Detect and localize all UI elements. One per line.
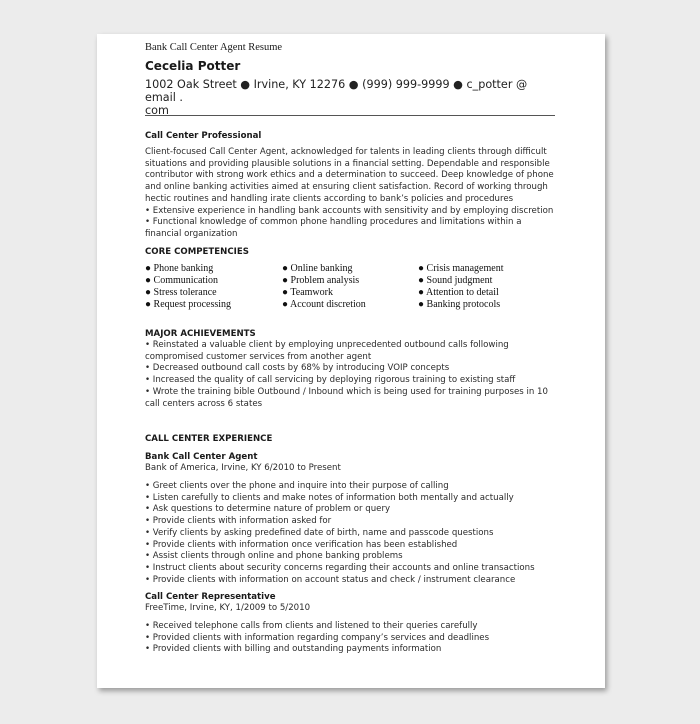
- summary-heading: Call Center Professional: [145, 131, 262, 141]
- job-duty: • Greet clients over the phone and inquire into their purpose of calling: [145, 481, 449, 491]
- experience-heading: CALL CENTER EXPERIENCE: [145, 434, 273, 444]
- job-duty: • Verify clients by asking predefined date of birth, name and passcode questions: [145, 527, 494, 538]
- competency-item: ● Communication: [145, 275, 218, 286]
- achievement-line: • Increased the quality of call servicing by deploying rigorous training to existing staff: [145, 375, 516, 386]
- job-duty: • Instruct clients about security concerns regarding their accounts and online transactions: [145, 562, 535, 573]
- competency-item: ● Online banking: [282, 263, 353, 274]
- job-title: Call Center Representative: [145, 592, 276, 602]
- job-duty: • Assist clients through online and phone banking problems: [145, 551, 403, 562]
- document-title: Bank Call Center Agent Resume: [145, 42, 283, 53]
- competency-item: ● Problem analysis: [282, 275, 360, 286]
- job-duty: • Provided clients with information regarding company’s services and deadlines: [145, 632, 490, 643]
- achievement-line: • Wrote the training bible Outbound / Inbound which is being used for training purposes in 10: [145, 386, 548, 397]
- contact-address: [145, 78, 555, 117]
- address-line: 1002 Oak Street ● Irvine, KY 12276 ● (999) 999-9999 ● c_potter @ email .: [145, 78, 528, 104]
- achievement-line: • Reinstated a valuable client by employing unprecedented outbound calls following: [145, 340, 509, 350]
- competency-item: ● Request processing: [145, 299, 232, 310]
- competency-column: [418, 263, 503, 311]
- job-title: Bank Call Center Agent: [145, 452, 258, 462]
- job-duty: • Provided clients with billing and outstanding payments information: [145, 644, 442, 655]
- job-duty: • Received telephone calls from clients and listened to their queries carefully: [145, 621, 478, 631]
- achievement-line: call centers across 6 states: [145, 398, 263, 409]
- job-duty: • Ask questions to determine nature of problem or query: [145, 504, 391, 515]
- job-duty: • Provide clients with information on account status and check / instrument clearance: [145, 574, 516, 585]
- summary-line: financial organization: [145, 228, 238, 239]
- competency-column: [145, 263, 231, 311]
- competency-item: ● Account discretion: [282, 299, 366, 310]
- competency-column: [282, 263, 366, 311]
- job-duty: • Listen carefully to clients and make notes of information both mentally and actually: [145, 492, 514, 503]
- achievements-text: [145, 340, 560, 410]
- summary-line: • Extensive experience in handling bank accounts with sensitivity and by employing discretion: [145, 205, 554, 216]
- competency-item: ● Phone banking: [145, 263, 214, 274]
- job-duties: [145, 481, 560, 586]
- competency-item: ● Stress tolerance: [145, 287, 217, 298]
- summary-line: contributor with strong work ethics and a determination to succeed. Deep knowledge of phone: [145, 170, 554, 181]
- summary-line: hectic routines and handling irate clients according to bank’s policies and procedures: [145, 193, 514, 204]
- candidate-name: Cecelia Potter: [145, 59, 241, 73]
- competency-item: ● Banking protocols: [418, 299, 501, 310]
- job-meta: Bank of America, Irvine, KY 6/2010 to Present: [145, 463, 341, 473]
- summary-text: [145, 147, 560, 241]
- summary-line: and online banking activities aimed at ensuring client satisfaction. Record of working through: [145, 182, 548, 193]
- achievement-line: • Decreased outbound call costs by 68% by introducing VOIP concepts: [145, 363, 450, 374]
- summary-line: • Functional knowledge of common phone handling procedures and limitations within a: [145, 217, 522, 228]
- job-duties: [145, 621, 560, 656]
- summary-line: situations and providing plausible solutions in a financial setting. Dependable and responsible: [145, 158, 550, 169]
- summary-line: Client-focused Call Center Agent, acknowledged for talents in leading clients through difficult: [145, 147, 547, 157]
- competency-item: ● Sound judgment: [418, 275, 493, 286]
- competency-item: ● Attention to detail: [418, 287, 499, 298]
- competency-item: ● Teamwork: [282, 287, 333, 298]
- resume-page: [97, 34, 605, 688]
- achievements-heading: MAJOR ACHIEVEMENTS: [145, 329, 256, 339]
- competency-item: ● Crisis management: [418, 263, 504, 274]
- competencies-heading: CORE COMPETENCIES: [145, 247, 249, 257]
- job-meta: FreeTime, Irvine, KY, 1/2009 to 5/2010: [145, 603, 311, 613]
- address-line: com: [145, 104, 169, 117]
- header-divider: [145, 115, 555, 116]
- job-duty: • Provide clients with information asked for: [145, 516, 332, 527]
- achievement-line: compromised customer services from another agent: [145, 351, 372, 362]
- job-duty: • Provide clients with information once verification has been established: [145, 539, 458, 550]
